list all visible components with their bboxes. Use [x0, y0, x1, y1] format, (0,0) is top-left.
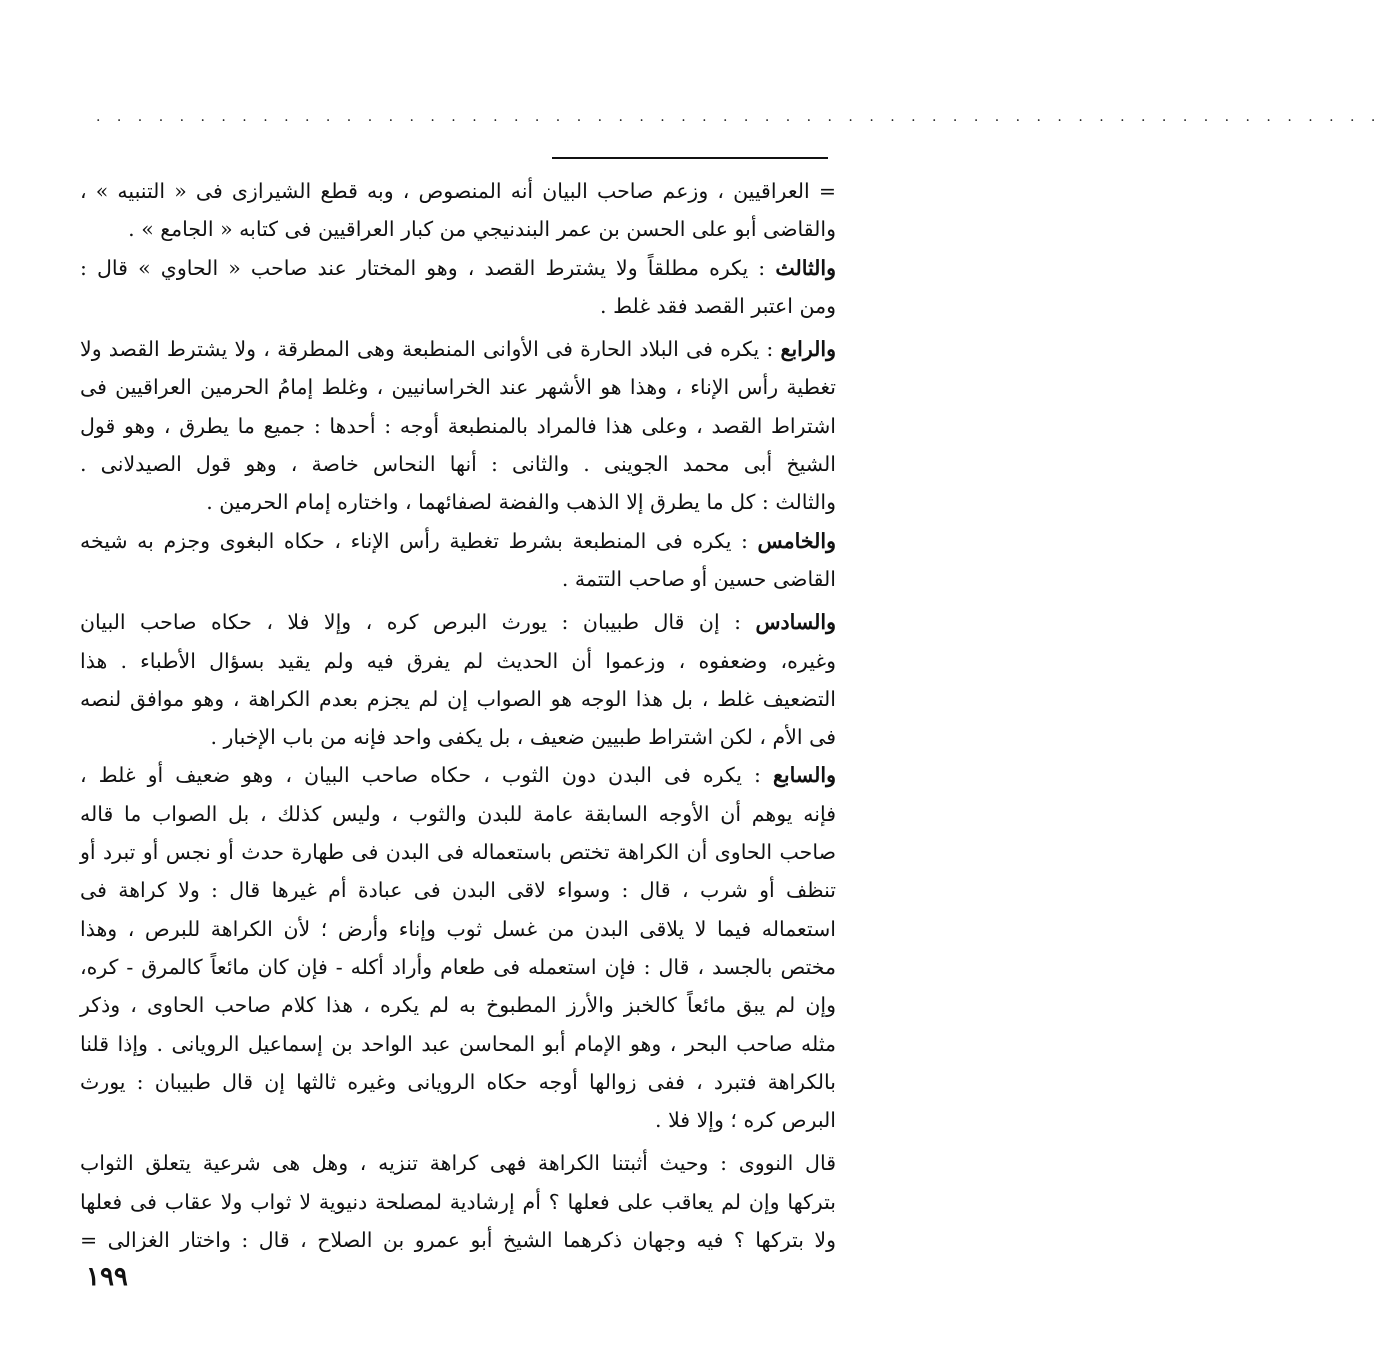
- text-line: القاضى حسين أو صاحب التتمة .: [561, 566, 836, 591]
- footnote-rule: [552, 157, 828, 159]
- text-line: بالكراهة فتبرد ، ففى زوالها أوجه حكاه الرويانى وغيره ثالثها إن قال طبيبان : يورث: [80, 1069, 836, 1094]
- text-line: البرص كره ؛ وإلا فلا .: [655, 1108, 836, 1133]
- text-line: : يكره فى البدن دون الثوب ، حكاه صاحب البيان ، وهو ضعيف أو غلط ،: [80, 763, 761, 788]
- separator-dots: . . . . . . . . . . . . . . . . . . . . . . . . . . . . . . . . . . . . . . . . . . . . . . . . . . . . . . . . . . . . . .: [96, 109, 1381, 125]
- text-line: التضعيف غلط ، بل هذا الوجه هو الصواب إن لم يجزم بعدم الكراهة ، وهو موافق لنصه: [80, 686, 836, 711]
- text-line: وغيره، وضعفوه ، وزعموا أن الحديث لم يفرق فيه ولم يقيد بسؤال الأطباء . هذا: [80, 648, 836, 673]
- text-line: = العراقيين ، وزعم صاحب البيان أنه المنصوص ، وبه قطع الشيرازى فى « التنبيه » ،: [80, 179, 836, 203]
- text-line: صاحب الحاوى أن الكراهة تختص باستعماله فى البدن فى طهارة حدث أو نجس أو تبرد أو: [80, 840, 836, 865]
- keyword-fourth: والرابع: [780, 337, 836, 362]
- text-line: بتركها وإن لم يعاقب على فعلها ؟ أم إرشادية لمصلحة دنيوية لا ثواب ولا عقاب فى فعلها: [80, 1189, 836, 1214]
- text-line: ومن اعتبر القصد فقد غلط .: [600, 293, 836, 318]
- text-line: : يكره فى المنطبعة بشرط تغطية رأس الإناء ، حكاه البغوى وجزم به شيخه: [80, 528, 748, 553]
- keyword-sixth: والسادس: [755, 610, 836, 635]
- text-line: : يكره فى البلاد الحارة فى الأوانى المنطبعة وهى المطرقة ، ولا يشترط القصد ولا: [80, 337, 774, 362]
- text-line: اشتراط القصد ، وعلى هذا فالمراد بالمنطبعة أوجه : أحدها : جميع ما يطرق ، وهو قول: [80, 413, 836, 438]
- text-line: وإن لم يبق مائعاً كالخبز والأرز المطبوخ به لم يكره ، هذا كلام صاحب الحاوى ، وذكر: [80, 993, 836, 1018]
- text-line: تغطية رأس الإناء ، وهذا هو الأشهر عند الخراسانيين ، وغلط إمامُ الحرمين العراقيين فى: [80, 375, 836, 400]
- text-line: فإنه يوهم أن الأوجه السابقة عامة للبدن والثوب ، وليس كذلك ، بل الصواب ما قاله: [80, 801, 836, 826]
- text-line: مثله صاحب البحر ، وهو الإمام أبو المحاسن عبد الواحد بن إسماعيل الرويانى . وإذا قلنا: [80, 1031, 836, 1056]
- text-line: فى الأم ، لكن اشتراط طبيين ضعيف ، بل يكفى واحد فإنه من باب الإخبار .: [210, 725, 836, 750]
- text-line: تنظف أو شرب ، قال : وسواء لاقى البدن فى عبادة أم غيرها قال : ولا كراهة فى: [80, 878, 836, 903]
- text-line: استعماله فيما لا يلاقى البدن من غسل ثوب وإناء وأرض ؛ لأن الكراهة للبرص ، وهذا: [80, 916, 836, 941]
- footnote-text: [80, 172, 836, 1259]
- text-line: : يكره مطلقاً ولا يشترط القصد ، وهو المختار عند صاحب « الحاوي » قال :: [80, 255, 766, 280]
- text-line: والثالث : كل ما يطرق إلا الذهب والفضة لصفائهما ، واختاره إمام الحرمين .: [206, 490, 836, 515]
- text-line: مختص بالجسد ، قال : فإن استعمله فى طعام وأراد أكله - فإن كان مائعاً كالمرق - كره،: [80, 954, 836, 979]
- text-line: الشيخ أبى محمد الجوينى . والثانى : أنها النحاس خاصة ، وهو قول الصيدلانى .: [80, 452, 836, 477]
- text-line: : إن قال طبيبان : يورث البرص كره ، وإلا فلا ، حكاه صاحب البيان: [80, 610, 742, 635]
- keyword-third: والثالث: [775, 255, 836, 280]
- page-number: ١٩٩: [86, 1262, 128, 1292]
- keyword-seventh: والسابع: [773, 763, 836, 788]
- text-line: قال النووى : وحيث أثبتنا الكراهة فهى كراهة تنزيه ، وهل هى شرعية يتعلق الثواب: [80, 1151, 836, 1176]
- text-line: ولا بتركها ؟ فيه وجهان ذكرهما الشيخ أبو عمرو بن الصلاح ، قال : واختار الغزالى =: [80, 1228, 836, 1253]
- keyword-fifth: والخامس: [757, 528, 836, 553]
- text-line: والقاضى أبو على الحسن بن عمر البندنيجي من كبار العراقيين فى كتابه « الجامع » .: [128, 217, 836, 242]
